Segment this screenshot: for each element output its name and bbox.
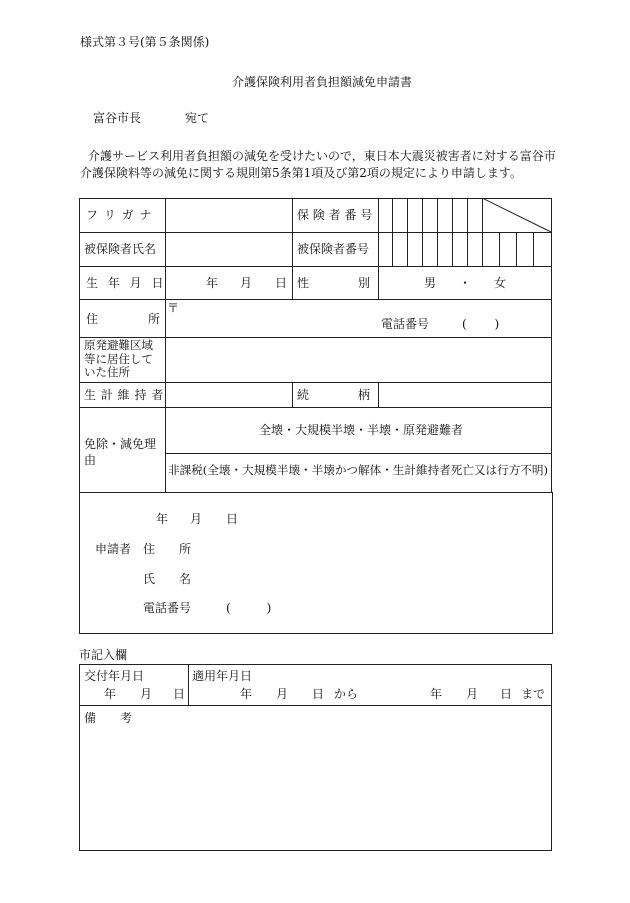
from-label: から <box>334 687 359 701</box>
birth-month: 月 <box>240 276 253 290</box>
until-year: 年 <box>430 687 443 701</box>
apply-date-label: 適用年月日 <box>192 669 253 683</box>
insurer-number-label: 保 険 者 番 号 <box>297 208 373 222</box>
relation-label: 続 <box>297 388 310 402</box>
birth-day: 日 <box>275 276 288 290</box>
evac-address-label: 原発避難区域等に居住していた住所 <box>84 338 153 379</box>
intro-line-1: 介護サービス利用者負担額の減免を受けたいので，東日本大震災被害者に対する富谷市 <box>88 149 556 163</box>
intro-line-2: 介護保険料等の減免に関する規則第5条第1項及び第2項の規定により申請します。 <box>80 166 522 180</box>
form-number: 様式第３号(第５条関係) <box>80 35 210 49</box>
male-option[interactable]: 男 <box>424 276 437 290</box>
applicant-name-label: 氏 名 <box>143 572 192 586</box>
sex-separator: ・ <box>459 276 472 290</box>
reason-option-1[interactable]: 全壊・大規模半壊・半壊・原発避難者 <box>259 423 464 437</box>
applicant-address-label: 住 所 <box>143 542 192 556</box>
addressee-name: 富谷市長 <box>93 111 142 125</box>
applicant-phone-label: 電話番号 <box>143 601 192 615</box>
page-title: 介護保険利用者負担額減免申請書 <box>232 75 413 89</box>
birthdate-label: 生 年 月 日 <box>86 276 167 290</box>
reason-label: 免除・減免理由 <box>84 437 157 467</box>
issue-month: 月 <box>140 687 153 701</box>
applicant-phone-paren: ( ) <box>226 601 272 615</box>
issue-year: 年 <box>104 687 117 701</box>
apply-month: 月 <box>190 512 203 526</box>
relation-label-2: 柄 <box>358 388 371 402</box>
phone-paren: ( ) <box>462 317 500 331</box>
from-year: 年 <box>240 687 253 701</box>
issue-day: 日 <box>173 687 186 701</box>
address-label: 住 <box>86 312 99 326</box>
householder-label: 生 計 維 持 者 <box>84 388 164 402</box>
until-label: まで <box>521 687 546 701</box>
apply-year: 年 <box>156 512 169 526</box>
insured-name-label: 被保険者氏名 <box>84 242 157 256</box>
birth-year: 年 <box>206 276 219 290</box>
from-day: 日 <box>312 687 325 701</box>
address-label-2: 所 <box>148 312 161 326</box>
reason-option-2[interactable]: 非課税(全壊・大規模半壊・半壊かつ解体・生計維持者死亡又は行方不明) <box>168 463 549 477</box>
until-day: 日 <box>500 687 513 701</box>
until-month: 月 <box>466 687 479 701</box>
phone-label: 電話番号 <box>381 317 430 331</box>
office-section-title: 市記入欄 <box>79 648 128 662</box>
sex-label: 性 <box>297 276 310 290</box>
insured-number-label: 被保険者番号 <box>297 242 370 256</box>
applicant-label: 申請者 <box>95 542 132 556</box>
furigana-label: フ リ ガ ナ <box>86 208 153 222</box>
sex-label-2: 別 <box>358 276 371 290</box>
apply-day: 日 <box>226 512 239 526</box>
diagonal-line <box>482 198 552 233</box>
addressee-suffix: 宛て <box>185 111 210 125</box>
issue-date-label: 交付年月日 <box>84 669 145 683</box>
remarks-label: 備 考 <box>84 711 133 725</box>
postal-mark: 〒 <box>167 301 180 315</box>
female-option[interactable]: 女 <box>494 276 507 290</box>
from-month: 月 <box>276 687 289 701</box>
